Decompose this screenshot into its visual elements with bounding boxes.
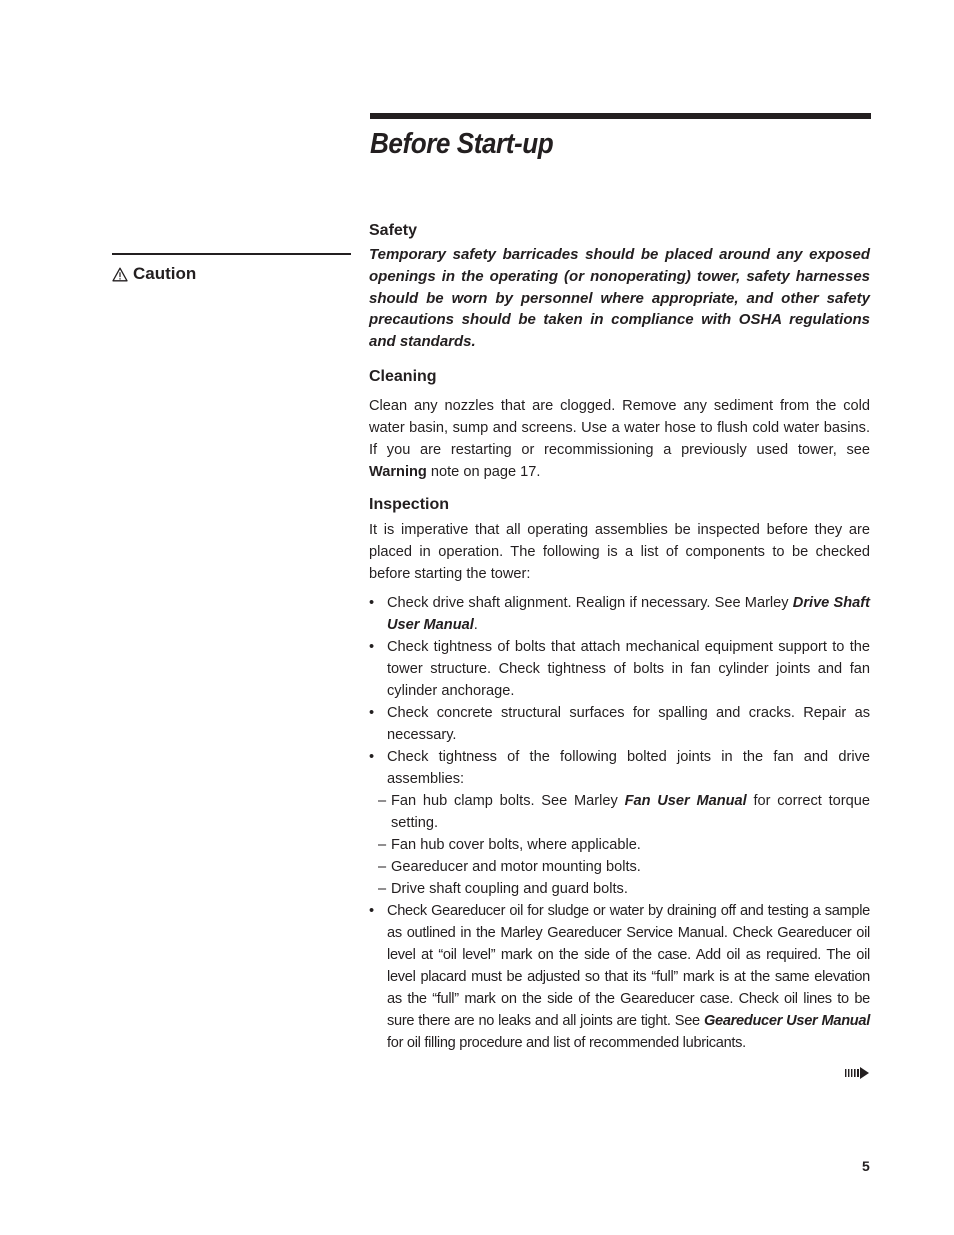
safety-section	[369, 220, 870, 353]
inspection-section	[369, 494, 870, 1054]
sidebar-rule	[112, 253, 351, 255]
list-item: • Check tightness of bolts that attach mechanical equipment support to the tower structure. Check tightness of bolts in fan cylinder joints and fan cylinder anchorage.	[369, 638, 870, 699]
safety-warning-text: Temporary safety barricades should be placed around any exposed openings in the operating (or nonoperating) tower, safety harnesses should be worn by personnel where appropriate, and other safety precautions should be taken in compliance with OSHA regulations and standards.	[369, 246, 870, 351]
list-item: • Check drive shaft alignment. Realign if necessary. See Marley Drive Shaft User Manual.	[369, 594, 870, 633]
inspection-checklist	[369, 592, 870, 790]
page-number: 5	[862, 1158, 870, 1174]
caution-note	[112, 264, 196, 284]
cleaning-section	[369, 366, 870, 483]
title-rule	[370, 113, 871, 119]
manual-reference: Drive Shaft User Manual	[387, 594, 870, 633]
cleaning-paragraph: Clean any nozzles that are clogged. Remove any sediment from the cold water basin, sump and screens. Use a water hose to flush cold water basins. If you are restarting or recommissioning a previously used tower, see Warning note on page 17.	[369, 397, 870, 480]
manual-reference: Geareducer User Manual	[703, 1012, 870, 1029]
safety-heading: Safety	[369, 222, 418, 239]
list-item: • Check Geareducer oil for sludge or water by draining off and testing a sample as outlined in the Marley Geareducer Service Manual. Check Geareducer oil level at “oil level” mark on the side of the case. Add oil as required. The oil level placard must be adjusted so that its “full” mark is at the same elevation as the “full” mark on the side of the Geareducer case. Check oil lines to be sure there are no leaks and all joints are tight. See Geareducer User Manual for oil filling procedure and list of recommended lubricants.	[369, 902, 870, 1051]
sub-list-item: – Fan hub clamp bolts. See Marley Fan User Manual for correct torque setting.	[378, 792, 870, 831]
bolted-joints-sublist	[369, 790, 870, 900]
inspection-checklist-continued	[369, 900, 870, 1054]
cleaning-heading: Cleaning	[369, 367, 437, 385]
continue-arrow-icon	[844, 1066, 870, 1080]
sub-list-item: – Geareducer and motor mounting bolts.	[378, 858, 641, 875]
list-item: • Check concrete structural surfaces for spalling and cracks. Repair as necessary.	[369, 704, 870, 743]
sub-list-item: – Drive shaft coupling and guard bolts.	[378, 880, 628, 897]
caution-label: Caution	[133, 264, 197, 283]
inspection-intro: It is imperative that all operating assemblies be inspected before they are placed in operation. The following is a list of components to be checked before starting the tower:	[369, 521, 870, 582]
warning-reference: Warning	[369, 463, 427, 480]
inspection-heading: Inspection	[369, 495, 450, 513]
page-title: Before Start-up	[370, 128, 554, 160]
list-item: • Check tightness of the following bolted joints in the fan and drive assemblies:	[369, 748, 870, 787]
main-content	[369, 220, 870, 1054]
sub-list-item: – Fan hub cover bolts, where applicable.	[378, 836, 641, 853]
manual-reference: Fan User Manual	[624, 792, 747, 809]
warning-triangle-icon	[112, 267, 128, 282]
